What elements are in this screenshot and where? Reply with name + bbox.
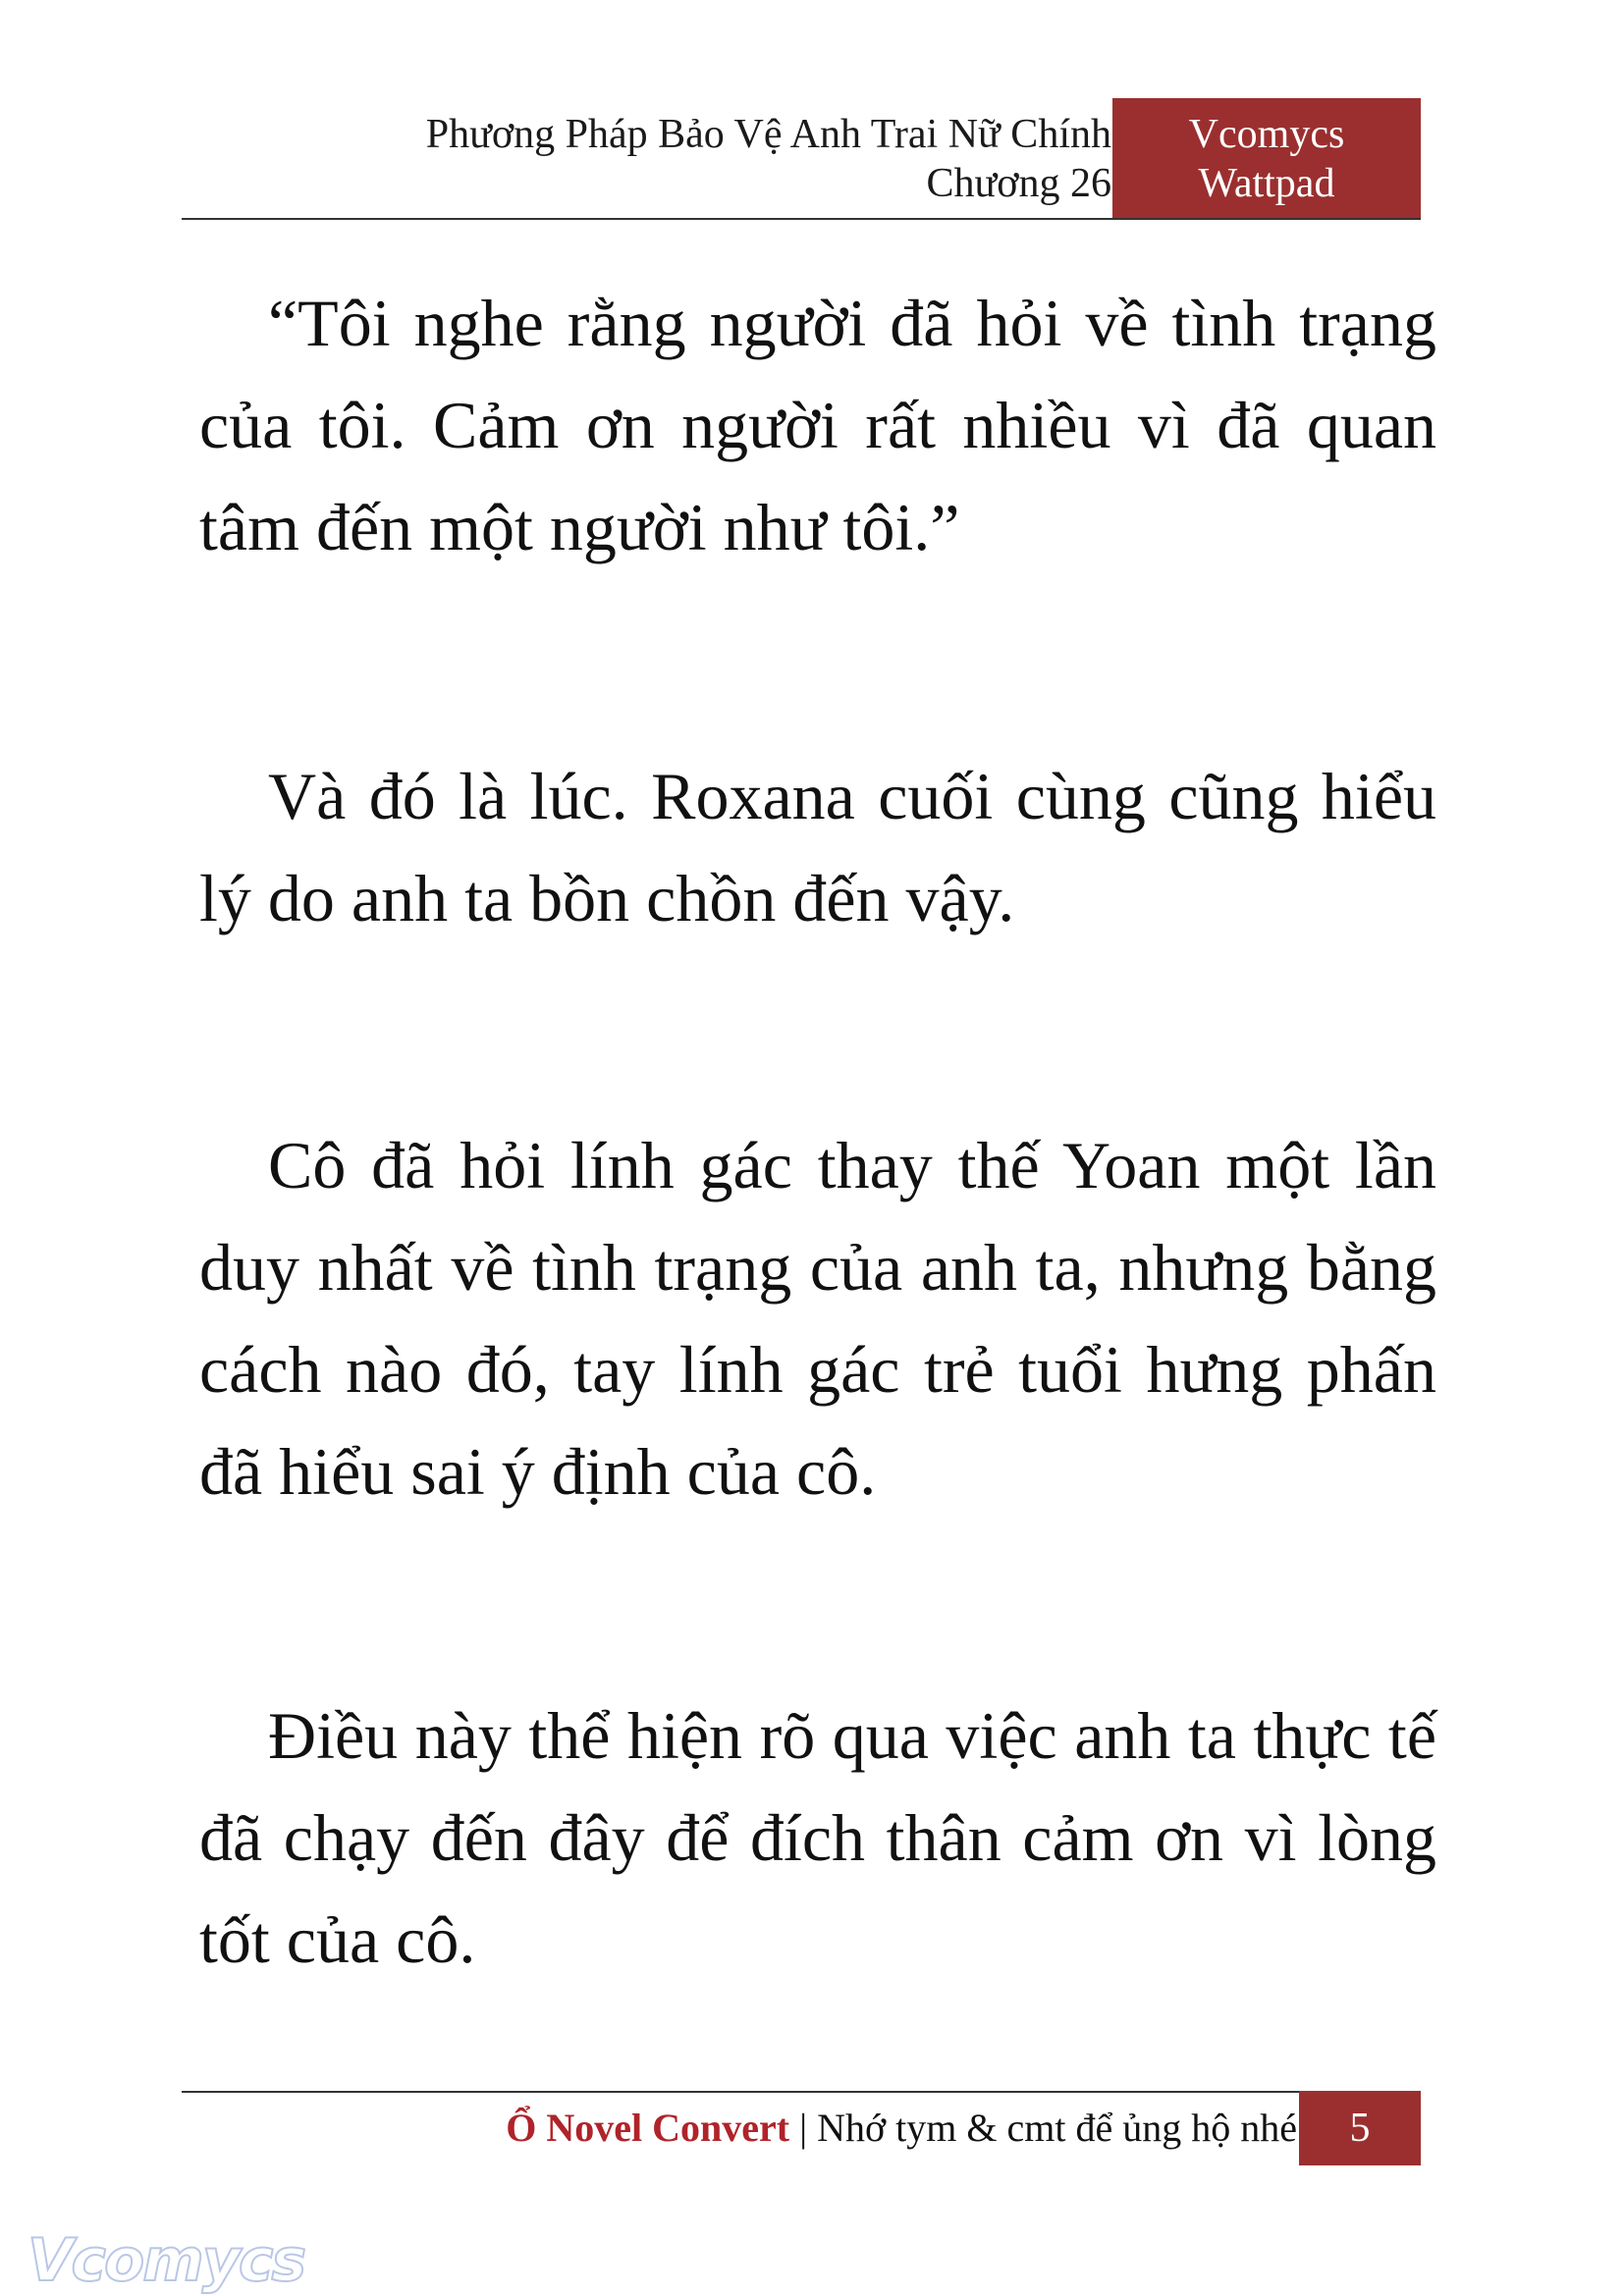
- chapter-label: Chương 26: [926, 161, 1111, 206]
- paragraph: Điều này thể hiện rõ qua việc anh ta thực tế đã chạy đến đây để đích thân cảm ơn vì lòng tốt của cô.: [199, 1698, 1436, 1977]
- paragraph: Cô đã hỏi lính gác thay thế Yoan một lần duy nhất về tình trạng của anh ta, nhưng bằng cách nào đó, tay lính gác trẻ tuổi hưng phấn đã hiểu sai ý định của cô.: [199, 1128, 1436, 1509]
- watermark-logo: Vcomycs: [27, 2226, 305, 2295]
- book-title: Phương Pháp Bảo Vệ Anh Trai Nữ Chính: [425, 112, 1111, 157]
- paragraph-spacer: [199, 578, 1436, 745]
- paragraph-spacer: [199, 949, 1436, 1114]
- footer-brand: Ổ Novel Convert: [506, 2106, 790, 2150]
- header-divider: [182, 218, 1421, 220]
- paragraph: Và đó là lúc. Roxana cuối cùng cũng hiểu lý do anh ta bồn chồn đến vậy.: [199, 759, 1436, 935]
- footer-divider: [182, 2091, 1421, 2093]
- footer-message-line: [506, 2101, 1297, 2156]
- page-number: 5: [1299, 2091, 1421, 2165]
- paragraph: “Tôi nghe rằng người đã hỏi về tình trạng của tôi. Cảm ơn người rất nhiều vì đã quan tâm đến một người như tôi.”: [199, 286, 1436, 564]
- footer-message: Nhớ tym & cmt để ủng hộ nhé: [817, 2106, 1297, 2150]
- paragraph-spacer: [199, 1522, 1436, 1684]
- page-header: [182, 98, 1421, 220]
- header-site-badge: [1112, 98, 1421, 220]
- header-title-block: [426, 110, 1111, 208]
- page-footer: [182, 2091, 1421, 2165]
- site-name-vcomycs: Vcomycs: [1188, 112, 1345, 157]
- page-body: [199, 272, 1436, 1991]
- footer-separator: |: [799, 2106, 808, 2150]
- site-name-wattpad: Wattpad: [1198, 161, 1335, 206]
